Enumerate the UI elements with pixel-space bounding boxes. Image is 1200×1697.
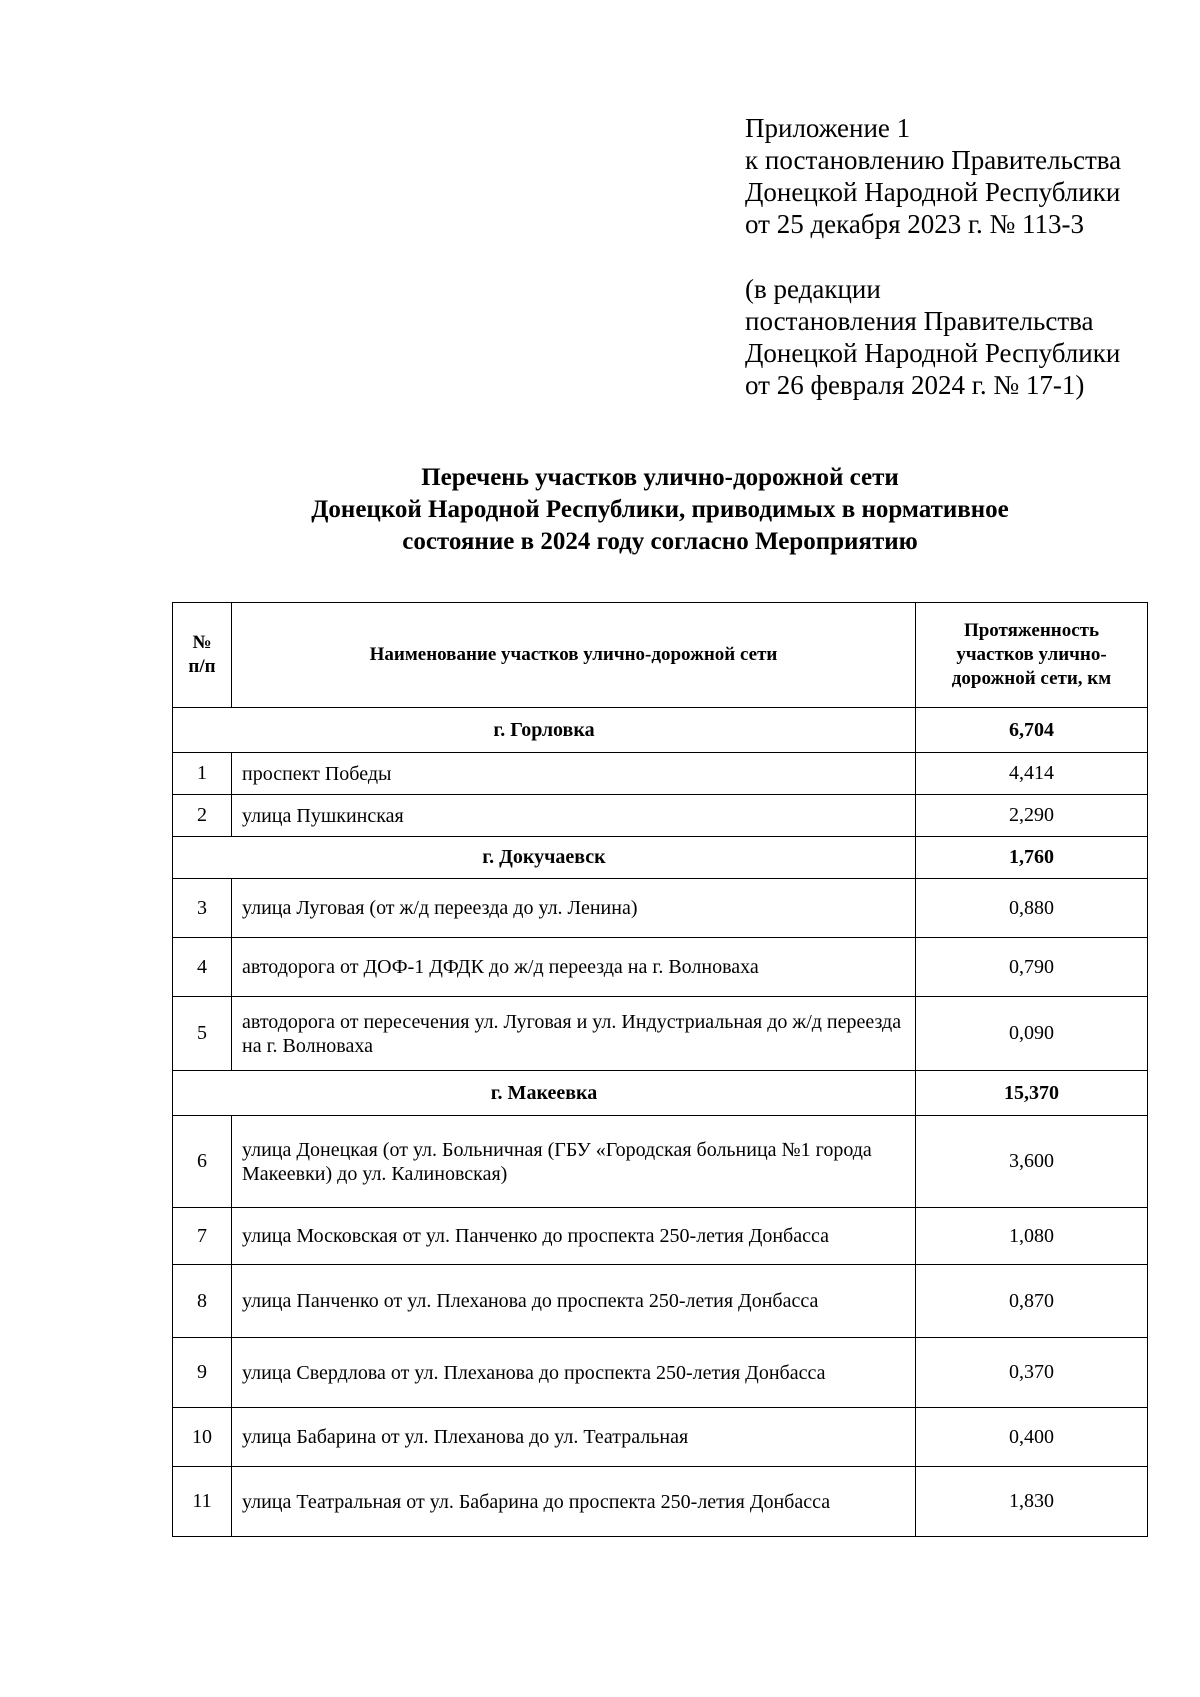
city-group-row: [173, 708, 1148, 753]
appendix-line: Приложение 1: [745, 113, 911, 143]
header-length-line: дорожной сети, км: [951, 668, 1112, 689]
appendix-block: [745, 112, 1121, 401]
edition-line: от 26 февраля 2024 г. № 17-1): [745, 370, 1085, 400]
city-name: г. Докучаевск: [173, 837, 916, 879]
appendix-spacer: [745, 240, 1121, 273]
road-section-name: улица Луговая (от ж/д переезда до ул. Ленина): [232, 879, 916, 938]
city-total-length: 6,704: [916, 708, 1148, 753]
road-section-name: улица Панченко от ул. Плеханова до проспекта 250-летия Донбасса: [232, 1265, 916, 1338]
table-row: [173, 1338, 1148, 1408]
header-length-line: участков улично-: [956, 644, 1107, 665]
title-line: Перечень участков улично-дорожной сети: [421, 464, 899, 491]
road-section-length: 0,090: [916, 997, 1148, 1071]
table-row: [173, 1265, 1148, 1338]
edition-line: (в редакции: [745, 274, 881, 304]
road-section-length: 0,880: [916, 879, 1148, 938]
road-section-name: улица Бабарина от ул. Плеханова до ул. Театральная: [232, 1408, 916, 1467]
city-total-length: 1,760: [916, 837, 1148, 879]
table-row: [173, 997, 1148, 1071]
table-row: [173, 1408, 1148, 1467]
table-row: [173, 938, 1148, 997]
road-section-length: 0,870: [916, 1265, 1148, 1338]
city-group-row: [173, 837, 1148, 879]
road-section-length: 4,414: [916, 753, 1148, 795]
road-section-name: проспект Победы: [232, 753, 916, 795]
row-number: 2: [173, 795, 232, 837]
road-section-name: улица Московская от ул. Панченко до проспекта 250-летия Донбасса: [232, 1208, 916, 1265]
row-number: 6: [173, 1116, 232, 1208]
row-number: 5: [173, 997, 232, 1071]
header-length-line: Протяженность: [963, 620, 1100, 641]
city-name: г. Горловка: [173, 708, 916, 753]
title-line: Донецкой Народной Республики, приводимых в нормативное: [311, 496, 1009, 523]
row-number: 3: [173, 879, 232, 938]
road-section-length: 0,400: [916, 1408, 1148, 1467]
city-group-row: [173, 1071, 1148, 1116]
header-number: [173, 603, 232, 708]
table-row: [173, 753, 1148, 795]
table-body: [173, 708, 1148, 1537]
road-section-name: улица Свердлова от ул. Плеханова до проспекта 250-летия Донбасса: [232, 1338, 916, 1408]
row-number: 4: [173, 938, 232, 997]
road-section-length: 0,790: [916, 938, 1148, 997]
row-number: 11: [173, 1467, 232, 1537]
document-title: [172, 462, 1148, 558]
row-number: 9: [173, 1338, 232, 1408]
road-section-length: 2,290: [916, 795, 1148, 837]
table-row: [173, 1116, 1148, 1208]
table-header-row: [173, 603, 1148, 708]
edition-line: постановления Правительства: [745, 306, 1094, 336]
road-sections-table: [172, 602, 1148, 1537]
city-name: г. Макеевка: [173, 1071, 916, 1116]
header-length: [916, 603, 1148, 708]
appendix-line: к постановлению Правительства: [745, 145, 1122, 175]
title-line: состояние в 2024 году согласно Мероприятию: [402, 528, 918, 555]
road-section-length: 1,080: [916, 1208, 1148, 1265]
road-section-name: автодорога от пересечения ул. Луговая и ул. Индустриальная до ж/д переезда на г. Волноваха: [232, 997, 916, 1071]
table-row: [173, 879, 1148, 938]
road-section-name: улица Донецкая (от ул. Больничная (ГБУ «Городская больница №1 города Макеевки) до ул. Калиновская): [232, 1116, 916, 1208]
road-section-length: 0,370: [916, 1338, 1148, 1408]
header-number-line: п/п: [188, 656, 216, 677]
road-section-name: автодорога от ДОФ-1 ДФДК до ж/д переезда на г. Волноваха: [232, 938, 916, 997]
edition-line: Донецкой Народной Республики: [745, 338, 1121, 368]
road-section-name: улица Театральная от ул. Бабарина до проспекта 250-летия Донбасса: [232, 1467, 916, 1537]
row-number: 1: [173, 753, 232, 795]
appendix-line: от 25 декабря 2023 г. № 113-3: [745, 209, 1085, 239]
header-name: Наименование участков улично-дорожной сети: [232, 603, 916, 708]
table-row: [173, 1208, 1148, 1265]
row-number: 10: [173, 1408, 232, 1467]
row-number: 7: [173, 1208, 232, 1265]
road-section-name: улица Пушкинская: [232, 795, 916, 837]
table-row: [173, 1467, 1148, 1537]
table-row: [173, 795, 1148, 837]
header-number-line: №: [192, 632, 212, 653]
row-number: 8: [173, 1265, 232, 1338]
appendix-line: Донецкой Народной Республики: [745, 177, 1121, 207]
city-total-length: 15,370: [916, 1071, 1148, 1116]
road-section-length: 3,600: [916, 1116, 1148, 1208]
road-section-length: 1,830: [916, 1467, 1148, 1537]
